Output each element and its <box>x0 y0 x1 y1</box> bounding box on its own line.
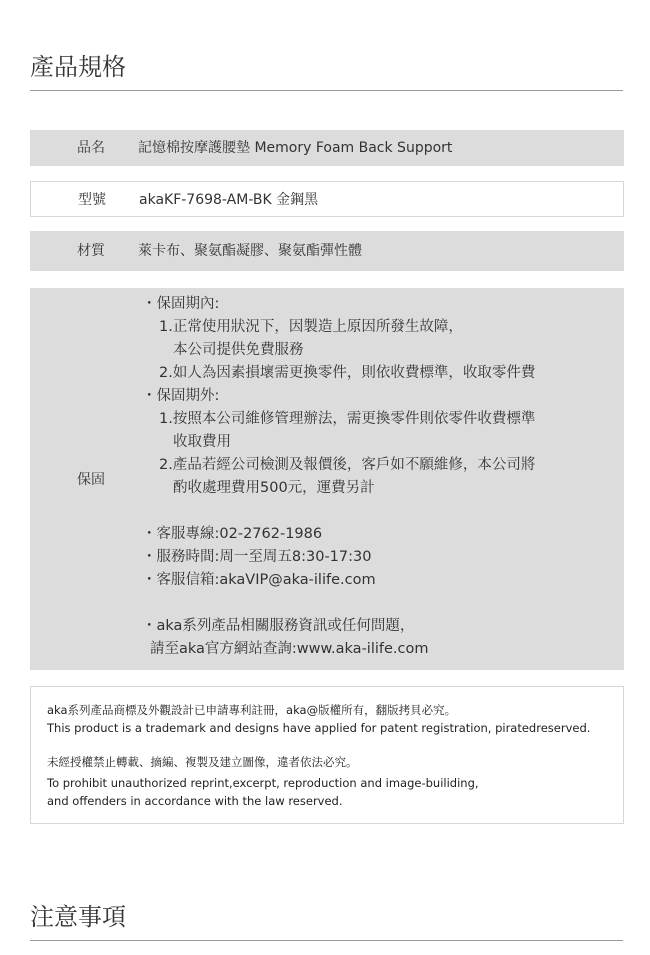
warranty-spacer <box>142 592 535 615</box>
warranty-line: ・保固期內: <box>142 296 220 312</box>
warranty-line: 2.產品若經公司檢測及報價後，客戶如不願維修，本公司將 <box>159 457 536 473</box>
warranty-line: ・aka系列產品相關服務資訊或任何問題， <box>142 618 415 634</box>
notice-line-en-1: This product is a trademark and designs have applied for patent registration, piratedreserved. <box>47 721 591 735</box>
warranty-line: ・保固期外: <box>142 388 220 404</box>
spec-model-value: akaKF-7698-AM-BK 金鋼黑 <box>139 192 319 208</box>
warranty-spacer <box>142 500 535 523</box>
warranty-line: 請至aka官方網站查詢:www.aka-ilife.com <box>150 641 429 657</box>
warranty-line: ・服務時間:周一至周五8:30-17:30 <box>142 549 372 565</box>
notes-section-title: 注意事項 <box>30 902 623 941</box>
spec-model-label: 型號 <box>78 192 106 208</box>
notice-line-zh-2: 未經授權禁止轉載、摘編、複製及建立圖像，違者依法必究。 <box>47 755 358 769</box>
spec-warranty-label: 保固 <box>77 472 105 488</box>
spec-name-value: 記憶棉按摩護腰墊 Memory Foam Back Support <box>138 140 453 156</box>
warranty-line: 酌收處理費用500元，運費另計 <box>173 480 375 496</box>
notice-line-en-2: To prohibit unauthorized reprint,excerpt, reproduction and image-builiding, <box>47 776 479 790</box>
warranty-line: ・客服專線:02-2762-1986 <box>142 526 323 542</box>
spec-row-model <box>30 181 624 217</box>
spec-name-label: 品名 <box>77 140 105 156</box>
spec-row-warranty <box>30 288 624 670</box>
warranty-details <box>142 293 535 661</box>
spec-row-name <box>30 130 624 166</box>
spec-material-value: 萊卡布、聚氨酯凝膠、聚氨酯彈性體 <box>138 243 362 259</box>
warranty-line: 1.正常使用狀況下，因製造上原因所發生故障， <box>159 319 463 335</box>
notice-line-en-3: and offenders in accordance with the law reserved. <box>47 794 343 808</box>
spec-row-material <box>30 231 624 271</box>
warranty-line: 2.如人為因素損壞需更換零件，則依收費標準，收取零件費 <box>159 365 536 381</box>
warranty-line: ・客服信箱:akaVIP@aka-ilife.com <box>142 572 376 588</box>
copyright-notice <box>30 686 624 824</box>
warranty-line: 1.按照本公司維修管理辦法，需更換零件則依零件收費標準 <box>159 411 536 427</box>
spec-material-label: 材質 <box>77 243 105 259</box>
warranty-line: 本公司提供免費服務 <box>173 342 304 358</box>
spec-section-title: 產品規格 <box>30 52 623 91</box>
notice-line-zh-1: aka系列產品商標及外觀設計已申請專利註冊，aka@版權所有，翻版拷貝必究。 <box>47 703 457 717</box>
warranty-line: 收取費用 <box>173 434 231 450</box>
